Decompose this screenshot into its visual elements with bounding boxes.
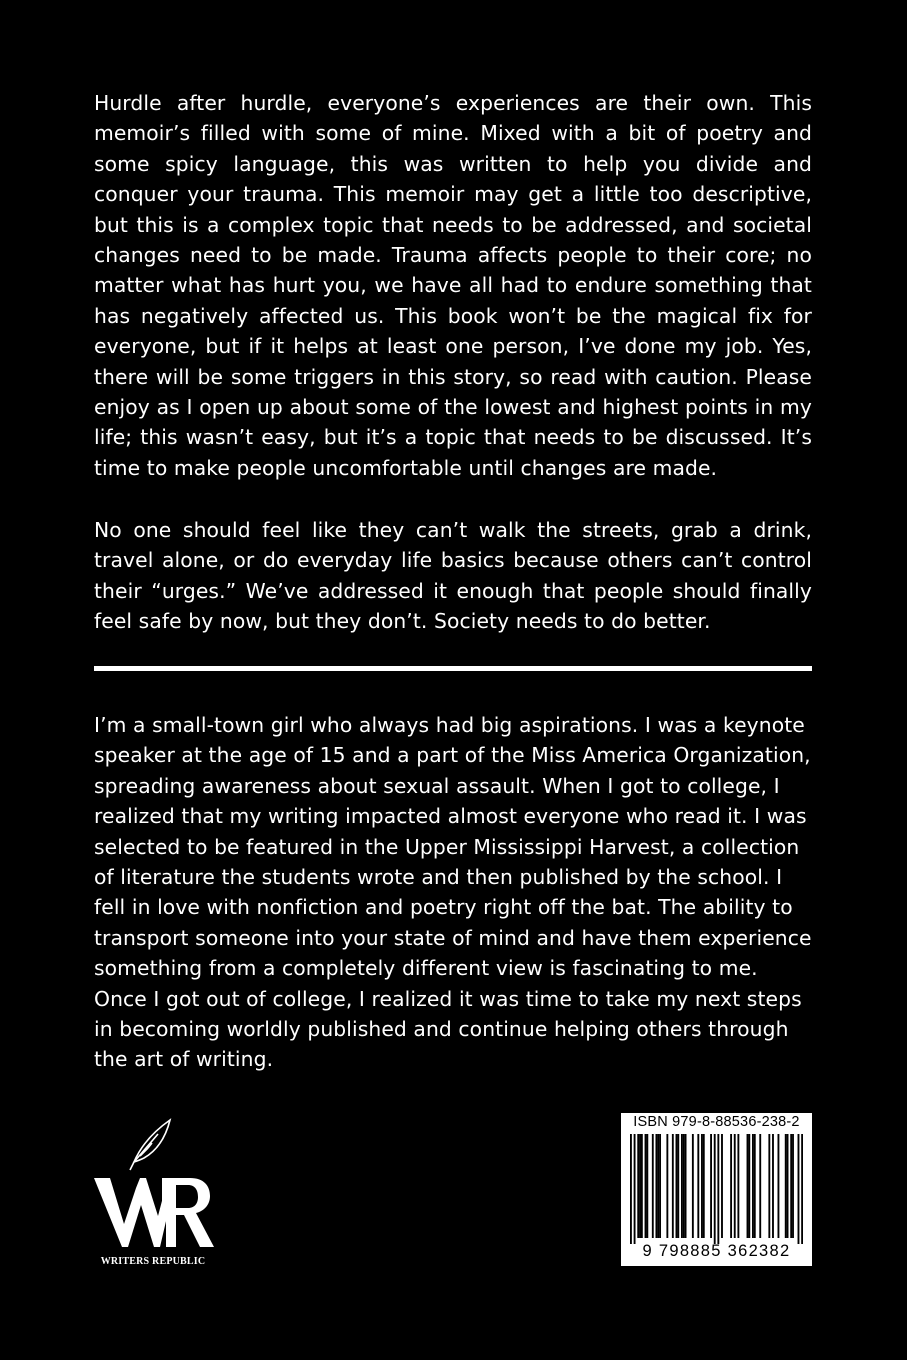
barcode-bar bbox=[710, 1134, 712, 1238]
barcode-bar bbox=[721, 1134, 723, 1238]
author-bio bbox=[94, 710, 812, 1075]
synopsis-paragraph-2 bbox=[94, 515, 812, 637]
barcode-bar bbox=[697, 1134, 699, 1238]
barcode-bar bbox=[641, 1134, 643, 1238]
barcode-bar bbox=[677, 1134, 679, 1238]
barcode-bar bbox=[772, 1134, 774, 1238]
barcode-bar bbox=[798, 1134, 800, 1244]
barcode-bar bbox=[645, 1134, 647, 1238]
barcode-bar bbox=[717, 1134, 719, 1244]
barcode-bar bbox=[639, 1134, 641, 1238]
barcode-bar bbox=[759, 1134, 761, 1238]
barcode-bar bbox=[785, 1134, 787, 1238]
synopsis-text-1: Hurdle after hurdle, everyone’s experiences are their own. This memoir’s filled with some of mine. Mixed with a bit of poetry and some spicy language, this was written to help you divide and conquer your trauma. This memoir may get a little too descriptive, but this is a complex topic that needs to be addressed, and societal changes need to be made. Trauma affects people to their core; no matter what has hurt you, we have all had to endure something that has negatively affected us. This book won’t be the magical fix for everyone, but if it helps at least one person, I’ve done my job. Yes, there will be some triggers in this story, so read with caution. Please enjoy as I open up about some of the lowest and highest points in my life; this wasn’t easy, but it’s a topic that needs to be discussed. It’s time to make people uncomfortable until changes are made. bbox=[94, 91, 812, 480]
publisher-name: WRITERS REPUBLIC bbox=[100, 1256, 206, 1267]
barcode-bar bbox=[692, 1134, 694, 1238]
barcode-bar bbox=[666, 1134, 668, 1238]
barcode-bar bbox=[703, 1134, 705, 1238]
barcode-bar bbox=[683, 1134, 685, 1238]
isbn-label: ISBN 979-8-88536-238-2 bbox=[633, 1114, 800, 1130]
barcode-bar bbox=[646, 1134, 648, 1238]
barcode-bar bbox=[734, 1134, 736, 1238]
barcode-bar bbox=[672, 1134, 674, 1238]
barcode-bar bbox=[778, 1134, 780, 1238]
publisher-logo bbox=[88, 1112, 218, 1272]
isbn-barcode bbox=[621, 1113, 812, 1266]
barcode-bar bbox=[748, 1134, 750, 1238]
barcode-bar bbox=[659, 1134, 661, 1238]
barcode-bar bbox=[754, 1134, 756, 1238]
barcode-bar bbox=[747, 1134, 749, 1238]
barcode-bar bbox=[752, 1134, 754, 1238]
monogram-r bbox=[162, 1178, 214, 1247]
quill-icon bbox=[130, 1120, 170, 1170]
barcode-bar bbox=[801, 1134, 803, 1244]
barcode-bar bbox=[657, 1134, 659, 1238]
publisher-logo-graphic bbox=[88, 1112, 218, 1257]
barcode-digits: 9 798885 362382 bbox=[642, 1242, 791, 1260]
synopsis-paragraph-1 bbox=[94, 88, 812, 483]
barcode-bar bbox=[637, 1134, 639, 1238]
barcode-bar bbox=[730, 1134, 732, 1238]
barcode-bar bbox=[652, 1134, 654, 1238]
barcode-bar bbox=[655, 1134, 657, 1238]
barcode-bars bbox=[630, 1134, 803, 1244]
barcode-bar bbox=[792, 1134, 794, 1238]
section-divider bbox=[94, 666, 812, 671]
barcode-bar bbox=[681, 1134, 683, 1238]
barcode-bar bbox=[634, 1134, 636, 1244]
barcode-bar bbox=[790, 1134, 792, 1238]
synopsis-text-2: No one should feel like they can’t walk the streets, grab a drink, travel alone, or do everyday life basics because others can’t control their “urges.” We’ve addressed it enough that people should finally feel safe by now, but they don’t. Society needs to do better. bbox=[94, 518, 812, 634]
barcode-bar bbox=[630, 1134, 632, 1244]
barcode-bar bbox=[768, 1134, 770, 1238]
barcode-bar bbox=[676, 1134, 678, 1238]
author-bio-text: I’m a small-town girl who always had big aspirations. I was a keynote speaker at the age of 15 and a part of the Miss America Organization, spreading awareness about sexual assault. When I got to college, I realized that my writing impacted almost everyone who read it. I was selected to be featured in the Upper Mississippi Harvest, a collection of literature the students wrote and then published by the school. I fell in love with nonfiction and poetry right off the bat. The ability to transport someone into your state of mind and have them experience something from a completely different view is fascinating to me. Once I got out of college, I realized it was time to take my next steps in becoming worldly published and continue helping others through the art of writing. bbox=[94, 713, 812, 1072]
barcode-bar bbox=[685, 1134, 687, 1238]
barcode-bar bbox=[787, 1134, 789, 1238]
barcode-bar bbox=[714, 1134, 716, 1244]
barcode-bar bbox=[701, 1134, 703, 1238]
barcode-bar bbox=[737, 1134, 739, 1238]
